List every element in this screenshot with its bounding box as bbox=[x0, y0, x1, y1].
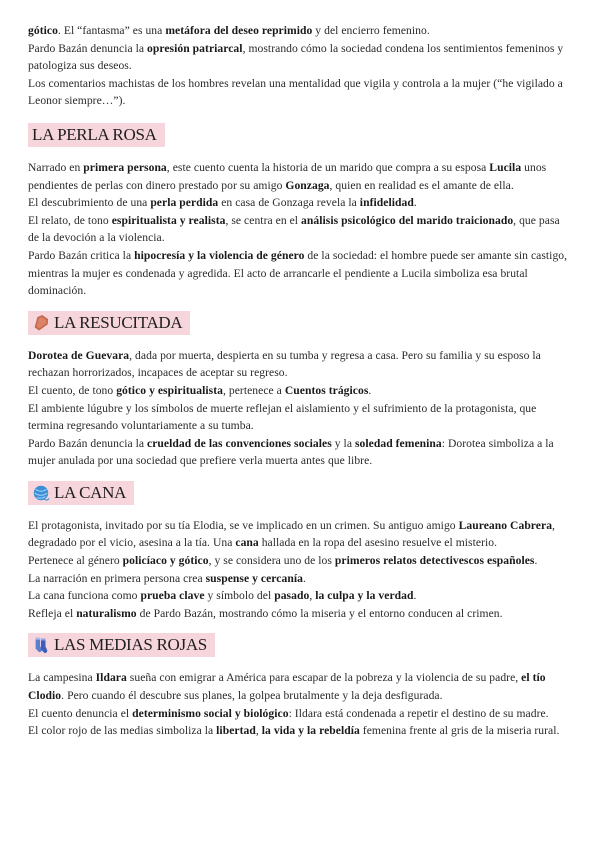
body-text: . El “fantasma” es una bbox=[57, 24, 166, 37]
body-text: El cuento, de tono bbox=[28, 383, 117, 397]
perla-paragraph-2 bbox=[28, 194, 572, 212]
body-text: , se centra en el bbox=[225, 213, 302, 227]
emphasis-text: primeros relatos detectivescos españoles bbox=[334, 554, 535, 568]
body-text: La cana funciona como bbox=[28, 589, 141, 603]
perla-rosa-section bbox=[28, 123, 572, 300]
body-text: , bbox=[255, 724, 262, 738]
body-text: . bbox=[413, 589, 417, 603]
emphasis-text: Gonzaga bbox=[285, 178, 330, 192]
emphasis-text: pasado bbox=[274, 589, 310, 603]
emphasis-text: gótico bbox=[28, 24, 58, 37]
body-text: . bbox=[302, 571, 306, 585]
body-text: Pardo Bazán denuncia la bbox=[28, 41, 148, 55]
cana-section bbox=[28, 481, 572, 623]
resucitada-section bbox=[28, 311, 572, 470]
perla-paragraph-4 bbox=[28, 247, 572, 300]
emphasis-text: espiritualista y realista bbox=[111, 213, 226, 227]
emphasis-text: policíaco y gótico bbox=[122, 554, 209, 568]
body-text: , pertenece a bbox=[222, 383, 285, 397]
body-text: , quien en realidad es el amante de ella. bbox=[329, 178, 514, 192]
body-text: de la sociedad: el hombre puede ser amante sin castigo, mientras la mujer es condenada y agredida. El acto de arrancarle el pendiente a Lucila simboliza esa brutal dominación. bbox=[28, 248, 568, 298]
body-text: El descubrimiento de una bbox=[28, 196, 151, 210]
emphasis-text: Laureano Cabrera bbox=[458, 518, 553, 532]
cana-paragraph-4 bbox=[28, 587, 572, 605]
perla-rosa-heading bbox=[28, 123, 165, 147]
body-text: unos pendientes de perlas con dinero prestado por su amigo bbox=[28, 160, 547, 192]
emphasis-text: naturalismo bbox=[76, 606, 137, 620]
intro-section bbox=[28, 22, 572, 110]
emphasis-text: análisis psicológico del marido traicionado bbox=[301, 213, 514, 227]
resucitada-paragraph-4 bbox=[28, 435, 572, 470]
intro-paragraph-2 bbox=[28, 40, 572, 75]
emphasis-text: Cuentos trágicos bbox=[284, 383, 369, 397]
body-text: , bbox=[309, 589, 316, 603]
body-text: Narrado en bbox=[28, 160, 84, 174]
intro-paragraph-3 bbox=[28, 75, 572, 110]
emphasis-text: hipocresía y la violencia de género bbox=[134, 248, 305, 262]
resucitada-heading bbox=[28, 311, 190, 335]
resucitada-title: LA RESUCITADA bbox=[54, 312, 183, 332]
emphasis-text: soledad femenina bbox=[354, 436, 442, 450]
body-text: , degradado por el vicio, asesina a la tía. Una bbox=[28, 518, 555, 550]
cana-paragraph-3 bbox=[28, 570, 572, 588]
cana-heading bbox=[28, 481, 134, 505]
emphasis-text: libertad bbox=[216, 724, 256, 738]
emphasis-text: infidelidad bbox=[359, 196, 414, 210]
body-text: . bbox=[368, 383, 372, 397]
body-text: Pertenece al género bbox=[28, 554, 123, 568]
resucitada-paragraph-1 bbox=[28, 347, 572, 382]
emphasis-text: crueldad de las convenciones sociales bbox=[147, 436, 332, 450]
body-text: , mostrando cómo la sociedad condena los sentimientos femeninos y patologiza sus deseos. bbox=[28, 41, 564, 73]
body-text: : Dorotea simboliza a la mujer anulada por una sociedad que prefiere verla muerta antes que libre. bbox=[28, 436, 554, 468]
body-text: Refleja el bbox=[28, 606, 77, 620]
emphasis-text: prueba clave bbox=[140, 589, 205, 603]
body-text: Los comentarios machistas de los hombres revelan una mentalidad que vigila y controla a la mujer (“he vigilado a Leonor siempre…”). bbox=[28, 76, 563, 108]
emphasis-text: primera persona bbox=[83, 160, 167, 174]
body-text: . bbox=[534, 554, 538, 568]
body-text: El ambiente lúgubre y los símbolos de muerte reflejan el aislamiento y el sufrimiento de la protagonista, que termina regresando voluntariamente a su tumba. bbox=[28, 401, 537, 433]
body-text: : Ildara está condenada a repetir el destino de su madre. bbox=[288, 706, 549, 720]
body-text: Pardo Bazán critica la bbox=[28, 248, 135, 262]
perla-paragraph-1 bbox=[28, 159, 572, 194]
socks-icon bbox=[32, 636, 50, 654]
emphasis-text: suspense y cercanía bbox=[205, 571, 303, 585]
coffin-icon bbox=[32, 314, 50, 332]
perla-paragraph-3 bbox=[28, 212, 572, 247]
medias-paragraph-3 bbox=[28, 722, 572, 740]
emphasis-text: perla perdida bbox=[150, 196, 219, 210]
intro-paragraph-1 bbox=[28, 22, 572, 40]
emphasis-text: la culpa y la verdad bbox=[315, 589, 414, 603]
emphasis-text: Ildara bbox=[95, 671, 127, 685]
body-text: . bbox=[413, 196, 417, 210]
body-text: de Pardo Bazán, mostrando cómo la miseria y el entorno conducen al crimen. bbox=[136, 606, 503, 620]
body-text: hallada en la ropa del asesino resuelve el misterio. bbox=[258, 536, 498, 550]
body-text: y del encierro femenino. bbox=[312, 24, 430, 37]
emphasis-text: Dorotea de Guevara bbox=[28, 348, 130, 362]
emphasis-text: opresión patriarcal bbox=[147, 41, 243, 55]
yarn-ball-icon bbox=[32, 484, 50, 502]
body-text: Pardo Bazán denuncia la bbox=[28, 436, 148, 450]
emphasis-text: Lucila bbox=[489, 160, 522, 174]
medias-paragraph-1 bbox=[28, 669, 572, 704]
medias-rojas-title: LAS MEDIAS ROJAS bbox=[54, 635, 207, 655]
body-text: , que pasa de la devoción a la violencia. bbox=[28, 213, 560, 245]
body-text: , este cuento cuenta la historia de un marido que compra a su esposa bbox=[166, 160, 490, 174]
emphasis-text: gótico y espiritualista bbox=[116, 383, 223, 397]
medias-rojas-heading bbox=[28, 633, 215, 657]
body-text: femenina frente al gris de la miseria rural. bbox=[359, 724, 560, 738]
medias-rojas-section bbox=[28, 633, 572, 739]
emphasis-text: el tío Clodio bbox=[28, 671, 546, 703]
cana-title: LA CANA bbox=[54, 482, 127, 502]
emphasis-text: metáfora del deseo reprimido bbox=[165, 24, 313, 37]
body-text: El relato, de tono bbox=[28, 213, 112, 227]
body-text: La campesina bbox=[28, 671, 96, 685]
medias-paragraph-2 bbox=[28, 705, 572, 723]
body-text: El cuento denuncia el bbox=[28, 706, 133, 720]
body-text: sueña con emigrar a América para escapar de la pobreza y la violencia de su padre, bbox=[126, 671, 522, 685]
resucitada-paragraph-3 bbox=[28, 400, 572, 435]
emphasis-text: la vida y la rebeldía bbox=[261, 724, 360, 738]
perla-rosa-title: LA PERLA ROSA bbox=[32, 124, 157, 144]
body-text: La narración en primera persona crea bbox=[28, 571, 206, 585]
cana-paragraph-5 bbox=[28, 605, 572, 623]
cana-paragraph-1 bbox=[28, 517, 572, 552]
body-text: y símbolo del bbox=[204, 589, 275, 603]
body-text: , y se considera uno de los bbox=[208, 554, 335, 568]
emphasis-text: cana bbox=[235, 536, 259, 550]
body-text: y la bbox=[331, 436, 355, 450]
cana-paragraph-2 bbox=[28, 552, 572, 570]
body-text: El color rojo de las medias simboliza la bbox=[28, 724, 217, 738]
resucitada-paragraph-2 bbox=[28, 382, 572, 400]
body-text: El protagonista, invitado por su tía Elodia, se ve implicado en un crimen. Su antiguo amigo bbox=[28, 518, 459, 532]
body-text: . Pero cuando él descubre sus planes, la golpea brutalmente y la deja desfigurada. bbox=[61, 689, 443, 703]
body-text: en casa de Gonzaga revela la bbox=[218, 196, 360, 210]
body-text: , dada por muerta, despierta en su tumba y regresa a casa. Pero su familia y su esposo la rechazan horrorizados, incapaces de aceptar su regreso. bbox=[28, 348, 541, 380]
emphasis-text: determinismo social y biológico bbox=[132, 706, 289, 720]
